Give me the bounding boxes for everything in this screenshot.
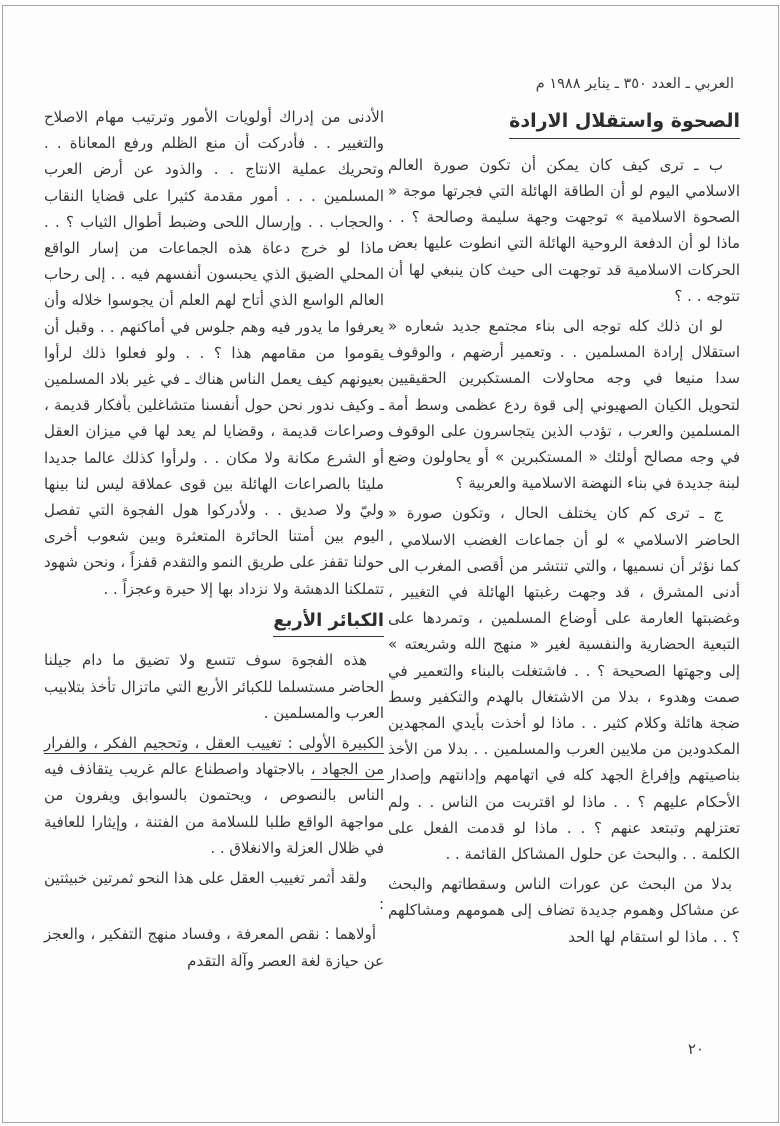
paragraph-kabira-one [44, 730, 384, 861]
paragraph-kabair-intro: هذه الفجوة سوف تتسع ولا تضيق ما دام جيلنا الحاضر مستسلما للكبائر الأربع التي ماتزال تأخذ بتلابيب العرب والمسلمين . [44, 651, 384, 722]
kabira-one-underlined-text: الكبيرة الأولى : تغييب العقل ، وتحجيم الفكر ، والفرار من الجهاد ، [44, 733, 385, 779]
column-left [44, 104, 384, 978]
section-title-kabair [44, 610, 384, 638]
page-number: ٢٠ [687, 1040, 704, 1058]
section-title-kabair-text: الكبائر الأربع [273, 610, 384, 638]
paragraph-badal: بدلا من البحث عن عورات الناس وسقطاتهم والبحث عن مشاكل وهموم جديدة تضاف إلى همومهم ومشاكلهم ؟ . . ماذا لو استقام لها الحد [388, 875, 740, 946]
paragraph-fruit-one: أولاهما : نقص المعرفة ، وفساد منهج التفكير ، والعجز عن حيازة لغة العصر وآلة التقدم [44, 925, 384, 970]
section-title-sahwa [388, 110, 740, 139]
kabira-one-rest-text: بالاجتهاد واصطناع عالم غريب يتقاذف فيه الناس بالنصوص ، ويحتمون بالسوابق ويفرون من مواجهة الواقع طلبا للسلامة من الفتنة ، وإيثارا للعافية في ظلال العزلة والانغلاق . . [44, 760, 384, 857]
paragraph-law: لو ان ذلك كله توجه الى بناء مجتمع جديد شعاره « استقلال إرادة المسلمين . . وتعمير أرضهم ، والوقوف سدا منيعا في وجه محاولات المستكبرين الحقيقيين لتحويل الكيان الصهيوني إلى قوة ردع عظمى وسط أمة المسلمين والعرب ، تؤدب الذين يتجاسرون على الوقوف في وجه مصالح أولئك « المستكبرين » أو يحاولون وضع لبنة جديدة في بناء النهضة الاسلامية والعربية ؟ [388, 316, 740, 493]
paragraph-b: ب ـ ترى كيف كان يمكن أن تكون صورة العالم الاسلامي اليوم لو أن الطاقة الهائلة التي فجرتها موجة « الصحوة الاسلامية » توجهت وجهة سليمة وصالحة ؟ . . ماذا لو أن الدفعة الروحية الهائلة التي انطوت عليها بعض الحركات الاسلامية قد توجهت الى حيث كان ينبغي لها أن تتوجه . . ؟ [388, 155, 740, 305]
paragraph-fruits-intro: ولقد أثمر تغييب العقل على هذا النحو ثمرتين خبيثتين : [44, 868, 384, 914]
paragraph-j: ج ـ ترى كم كان يختلف الحال ، وتكون صورة « الحاضر الاسلامي » لو أن جماعات الغضب الاسلامي ، كما نؤثر أن نسميها ، والتي تنتشر من أقصى المغرب الى أدنى المشرق ، قد وجهت رغبتها الهائلة في التغيير ، وغضبتها العارمة على أوضاع المسلمين ، وتمردها على التبعية الحضارية والنفسية لغير « منهج الله وشريعته » إلى وجهتها الصحيحة ؟ . . فاشتغلت بالبناء والتعمير في صمت وهدوء ، بدلا من الاشتغال بالهدم والتكفير وسط ضجة هائلة وكلام كثير . . ماذا لو أخذت بأيدي المجهدين المكدودين من ملايين العرب والمسلمين . . بدلا من الأخذ بناصيتهم وإفراغ الجهد كله في اتهامهم وإدانتهم وإصدار الأحكام عليهم ؟ . . ماذا لو اقتربت من الناس . . ولم تعتزلهم وتبتعد عنهم ؟ . . ماذا لو قدمت الفعل على الكلمة . . والبحث عن حلول المشاكل القائمة . . [388, 504, 740, 864]
paragraph-continuation: الأدنى من إدراك أولويات الأمور وترتيب مهام الاصلاح والتغيير . . فأدركت أن منع الظلم ورفع المعاناة . . وتحريك عملية الانتاج . . والذود عن أرض العرب المسلمين . . . أمور مقدمة كثيرا على قضايا النقاب والحجاب . . وإرسال اللحى وضبط أطوال الثياب ؟ . . ماذا لو خرج دعاة هذه الجماعات من إسار الواقع المحلي الضيق الذي يحبسون أنفسهم فيه . . إلى رحاب العالم الواسع الذي أتاح لهم العلم أن يجوسوا خلاله وأن يعرفوا ما يدور فيه وهم جلوس في أماكنهم . . وقبل أن يقوموا من مقامهم هذا ؟ . . ولو فعلوا ذلك لرأوا بعيونهم كيف يعمل الناس هناك ـ في غير بلاد المسلمين ـ وكيف ندور نحن حول أنفسنا متشاغلين بأفكار قديمة ، وصراعات قديمة ، وقضايا لم يعد لها في ميزان العقل أو الشرع مكانة ولا مكان . . ولرأوا كذلك عالما جديدا مليئا بالصراعات الهائلة بين قوى عملاقة ليس لنا بينها وليّ ولا صديق . . ولأدركوا هول الفجوة التي تفصل اليوم بين أمتنا الحائرة المتعثرة وبين شعوب أخرى حولنا تقفز على طريق النمو والتقدم قفزاً ، ونحن شهود تتملكنا الدهشة ولا نزداد بها إلا حيرة وعجزاً . . [44, 108, 384, 598]
column-right [388, 110, 740, 954]
magazine-masthead: العربي ـ العدد ٣٥٠ ـ يناير ١٩٨٨ م [535, 76, 734, 92]
section-title-sahwa-text: الصحوة واستقلال الارادة [509, 110, 740, 139]
